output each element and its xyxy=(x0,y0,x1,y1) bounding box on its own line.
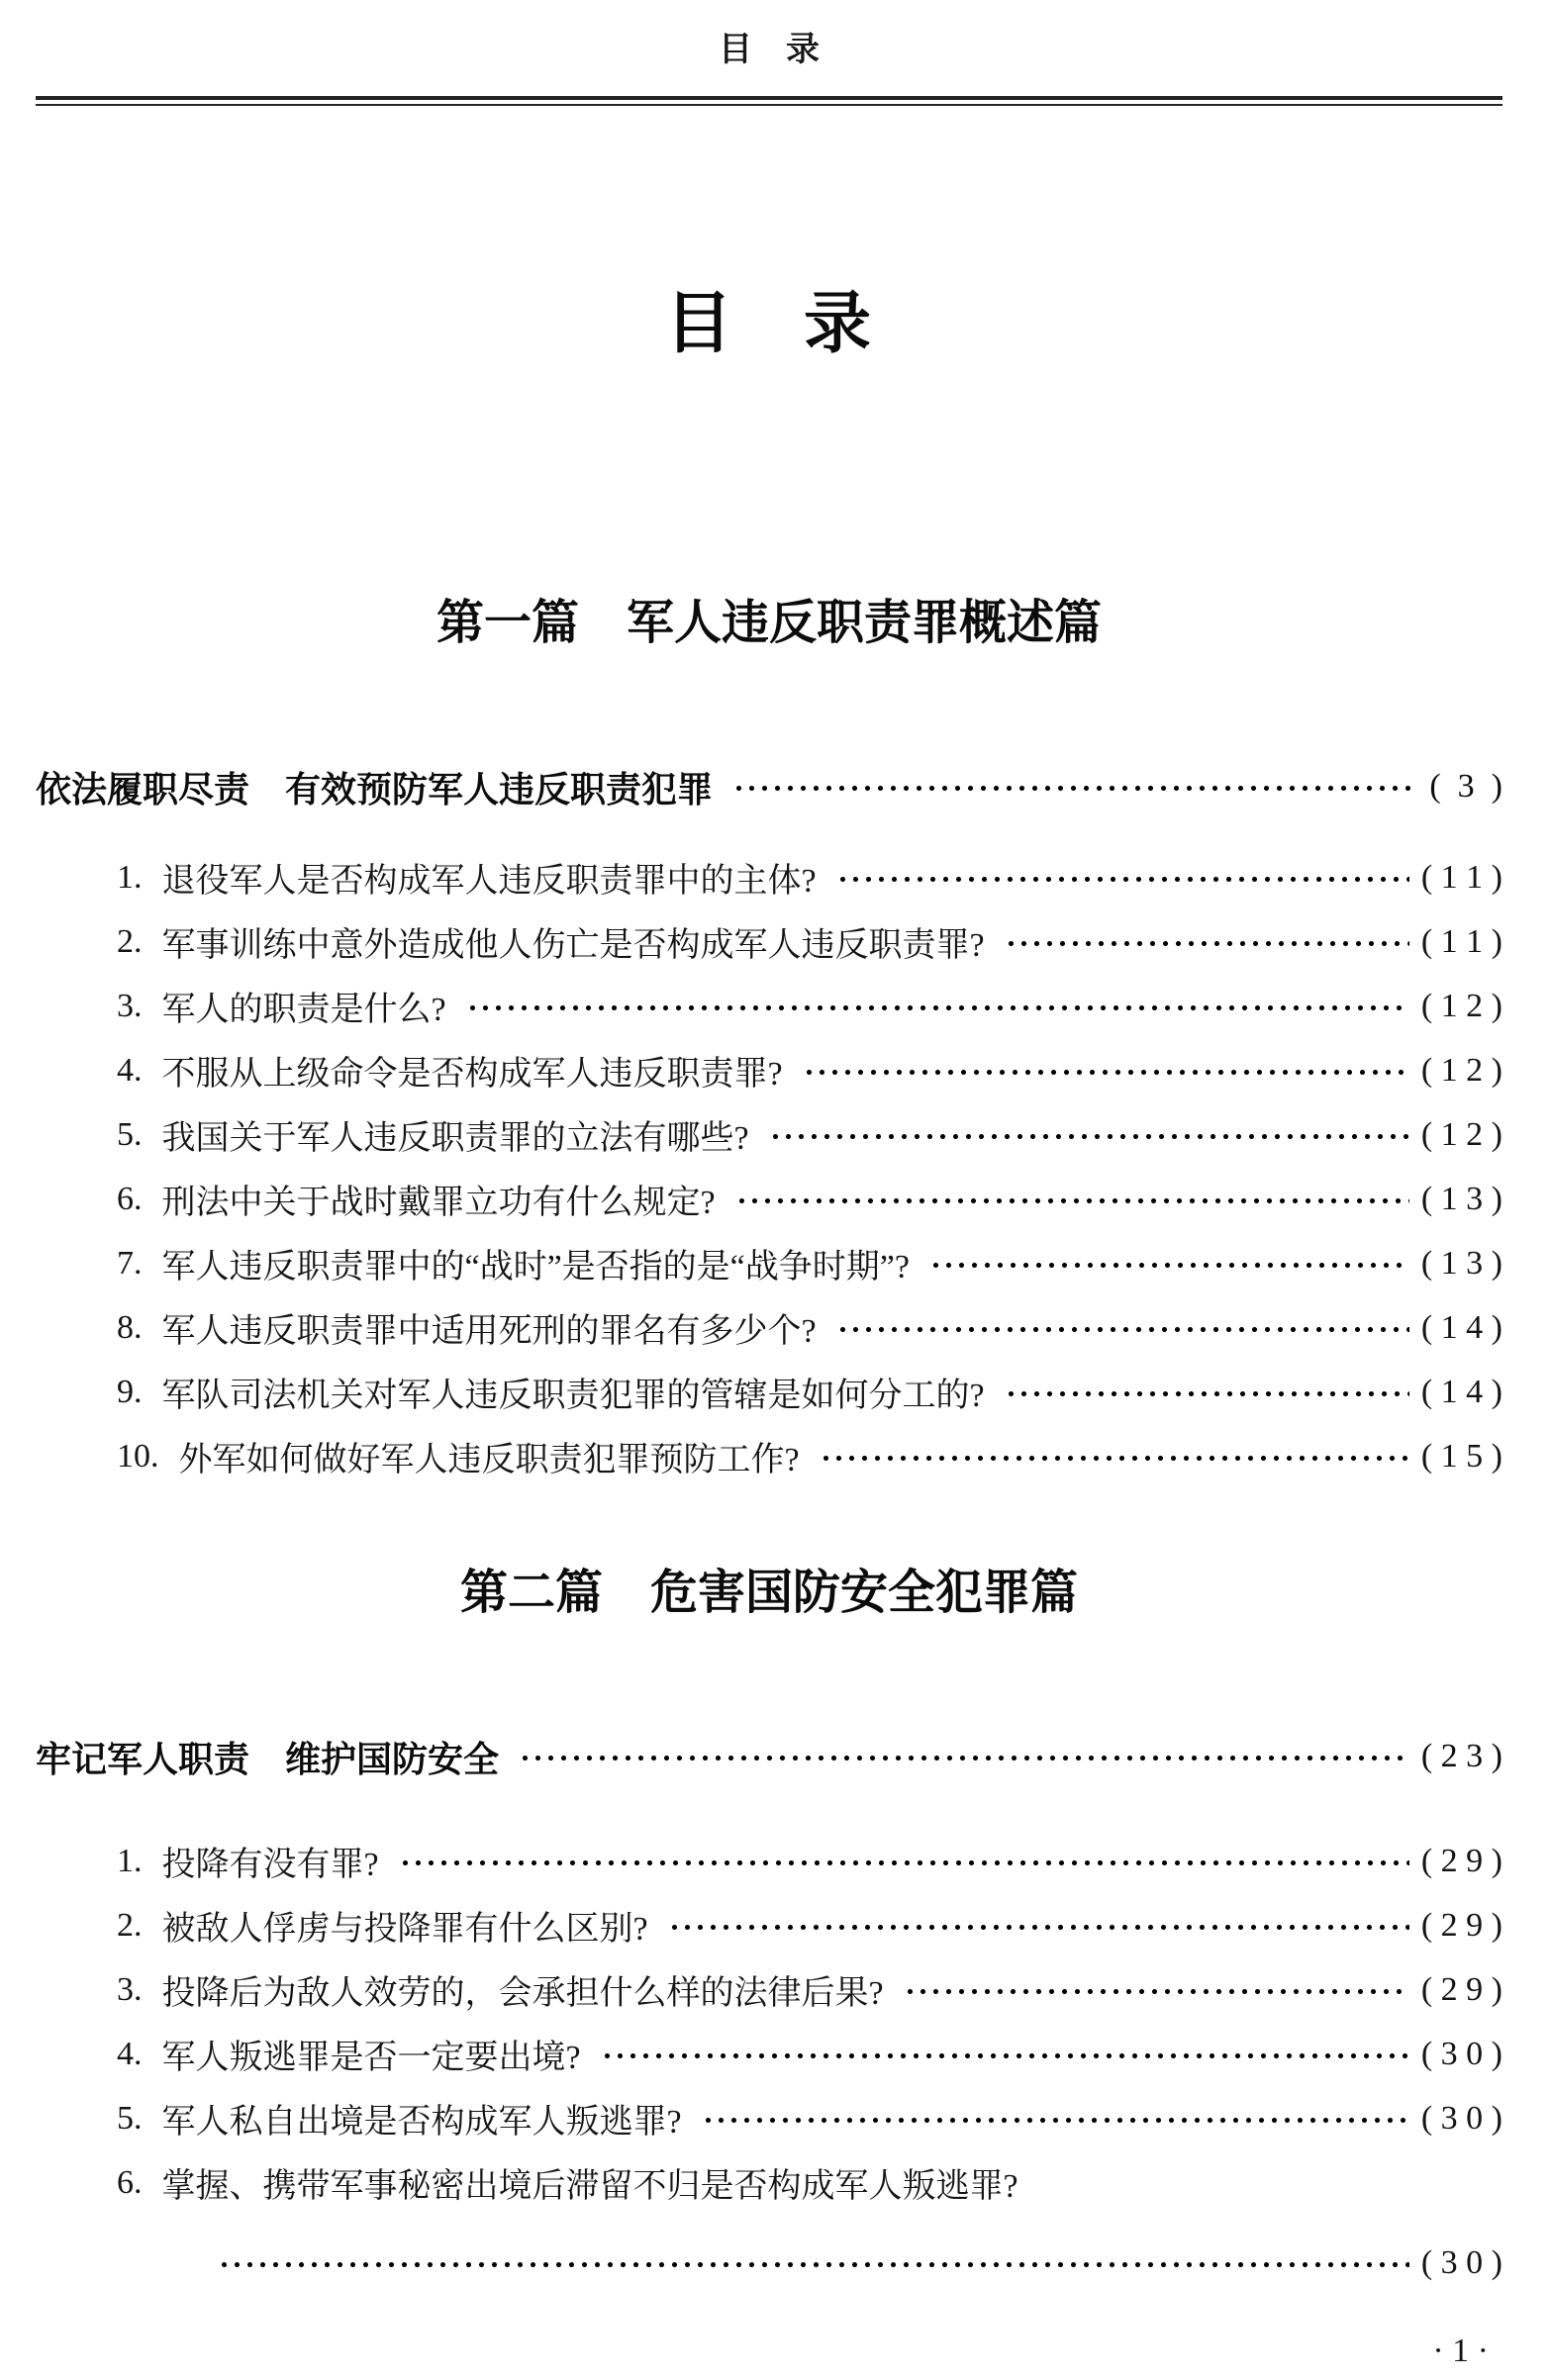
item-title: 刑法中关于战时戴罪立功有什么规定? xyxy=(161,1185,716,1221)
item-number: 3. xyxy=(117,1970,143,2008)
chapter-title: 牢记军人职责 维护国防安全 xyxy=(36,1738,500,1779)
dot-leader xyxy=(1003,1376,1409,1409)
chapter-page-number: ( 3 ) xyxy=(1429,768,1502,805)
toc-item xyxy=(117,1102,1502,1167)
dot-leader xyxy=(733,1183,1409,1216)
dot-leader xyxy=(666,1909,1409,1943)
dot-leader xyxy=(700,2102,1409,2136)
toc-item xyxy=(117,1957,1502,2022)
item-number: 8. xyxy=(117,1308,143,1346)
item-page-number: ( 2 9 ) xyxy=(1420,1970,1502,2008)
item-page-number: ( 1 4 ) xyxy=(1420,1373,1502,1410)
item-page-number: ( 1 4 ) xyxy=(1420,1308,1502,1346)
running-header: 目 录 xyxy=(719,32,820,68)
item-page-number: ( 1 5 ) xyxy=(1420,1437,1502,1475)
item-page-number: ( 3 0 ) xyxy=(1420,2243,1502,2281)
item-title: 军人的职责是什么? xyxy=(161,992,446,1028)
item-title: 军队司法机关对军人违反职责犯罪的管辖是如何分工的? xyxy=(161,1378,985,1414)
toc-item xyxy=(117,2086,1502,2150)
toc-item xyxy=(117,1231,1502,1295)
item-page-number: ( 1 2 ) xyxy=(1420,1051,1502,1089)
item-page-number: ( 2 9 ) xyxy=(1420,1906,1502,1944)
dot-leader xyxy=(801,1054,1409,1088)
toc-item xyxy=(117,1038,1502,1102)
item-page-number: ( 1 2 ) xyxy=(1420,987,1502,1024)
toc-item xyxy=(117,974,1502,1038)
item-title: 军人私自出境是否构成军人叛逃罪? xyxy=(161,2104,682,2141)
item-number: 7. xyxy=(117,1244,143,1282)
item-number: 6. xyxy=(117,2163,143,2201)
item-title: 投降后为敌人效劳的，会承担什么样的法律后果? xyxy=(161,1975,884,2012)
item-number: 2. xyxy=(117,1906,143,1944)
item-page-number: ( 1 1 ) xyxy=(1420,922,1502,960)
item-title: 外军如何做好军人违反职责犯罪预防工作? xyxy=(178,1442,800,1478)
toc-list xyxy=(117,1829,1502,2295)
toc-item xyxy=(117,909,1502,974)
item-title: 我国关于军人违反职责罪的立法有哪些? xyxy=(161,1120,749,1157)
toc-sections xyxy=(36,597,1502,2295)
dot-leader xyxy=(927,1247,1409,1281)
dot-leader xyxy=(216,2246,1409,2280)
toc-item xyxy=(117,1295,1502,1360)
section-heading: 第二篇 危害国防安全犯罪篇 xyxy=(459,1567,1078,1619)
section-heading: 第一篇 军人违反职责罪概述篇 xyxy=(436,597,1102,649)
item-page-number: ( 2 9 ) xyxy=(1420,1842,1502,1879)
dot-leader xyxy=(767,1118,1409,1152)
dot-leader xyxy=(397,1845,1409,1878)
item-number: 3. xyxy=(117,987,143,1024)
dot-leader xyxy=(1003,925,1409,959)
dot-leader xyxy=(834,1311,1409,1345)
page-title: 目 录 xyxy=(664,286,873,361)
item-number: 9. xyxy=(117,1373,143,1410)
item-number: 4. xyxy=(117,1051,143,1089)
toc-item xyxy=(117,1829,1502,1893)
dot-leader xyxy=(834,861,1409,895)
item-title: 掌握、携带军事秘密出境后滞留不归是否构成军人叛逃罪? xyxy=(161,2168,1018,2205)
item-page-number: ( 1 2 ) xyxy=(1420,1115,1502,1153)
dot-leader xyxy=(464,990,1409,1023)
item-page-number: ( 1 3 ) xyxy=(1420,1180,1502,1217)
item-number: 2. xyxy=(117,922,143,960)
toc-item xyxy=(117,1167,1502,1231)
item-number: 10. xyxy=(117,1437,159,1475)
toc-item xyxy=(117,1360,1502,1424)
toc-item xyxy=(117,1424,1502,1488)
item-title: 不服从上级命令是否构成军人违反职责罪? xyxy=(161,1056,783,1093)
toc-item xyxy=(117,1893,1502,1957)
toc-list xyxy=(117,845,1502,1488)
item-page-number: ( 3 0 ) xyxy=(1420,2099,1502,2137)
chapter-title: 依法履职尽责 有效预防军人违反职责犯罪 xyxy=(36,768,714,809)
dot-leader xyxy=(902,1973,1409,2007)
toc-item xyxy=(117,2150,1502,2215)
item-title: 军人违反职责罪中适用死刑的罪名有多少个? xyxy=(161,1313,817,1350)
item-title: 被敌人俘虏与投降罪有什么区别? xyxy=(161,1911,648,1948)
item-page-number: ( 1 1 ) xyxy=(1420,858,1502,896)
toc-item xyxy=(117,2022,1502,2086)
item-title: 军人违反职责罪中的“战时”是否指的是“战争时期”? xyxy=(161,1249,910,1285)
toc-item-continuation xyxy=(198,2231,1502,2295)
item-number: 1. xyxy=(117,1842,143,1879)
toc-item xyxy=(117,845,1502,909)
chapter-entry xyxy=(36,764,1502,809)
item-title: 军事训练中意外造成他人伤亡是否构成军人违反职责罪? xyxy=(161,927,985,964)
item-title: 投降有没有罪? xyxy=(161,1847,379,1883)
item-number: 5. xyxy=(117,2099,143,2137)
item-page-number: ( 1 3 ) xyxy=(1420,1244,1502,1282)
footer-page-number: · 1 · xyxy=(1432,2332,1489,2369)
item-title: 军人叛逃罪是否一定要出境? xyxy=(161,2040,581,2076)
dot-leader xyxy=(818,1440,1409,1474)
dot-leader xyxy=(730,769,1417,805)
dot-leader xyxy=(599,2038,1409,2071)
chapter-entry xyxy=(36,1734,1502,1779)
item-number: 1. xyxy=(117,858,143,896)
chapter-page-number: ( 2 3 ) xyxy=(1420,1738,1502,1774)
item-number: 6. xyxy=(117,1180,143,1217)
dot-leader xyxy=(517,1739,1409,1774)
item-number: 4. xyxy=(117,2035,143,2072)
item-page-number: ( 3 0 ) xyxy=(1420,2035,1502,2072)
item-number: 5. xyxy=(117,1115,143,1153)
header-rule xyxy=(36,96,1502,106)
item-title: 退役军人是否构成军人违反职责罪中的主体? xyxy=(161,863,817,900)
